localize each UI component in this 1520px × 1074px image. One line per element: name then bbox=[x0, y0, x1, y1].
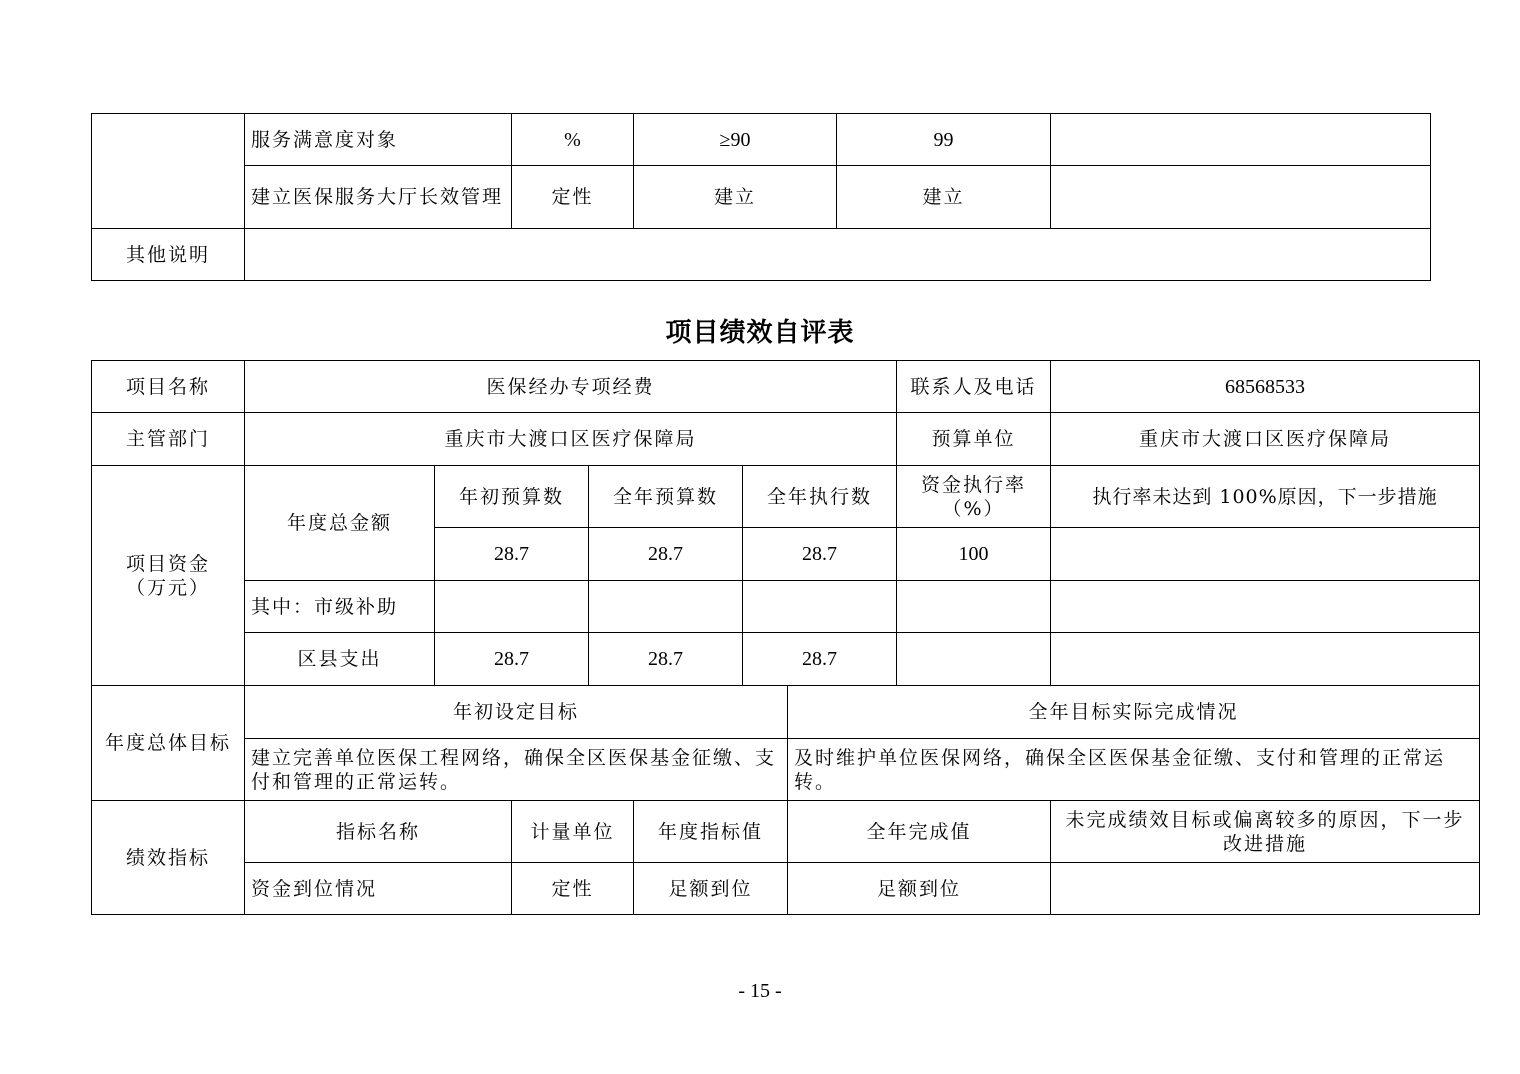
total-exec: 28.7 bbox=[743, 528, 897, 581]
indicator-unit: % bbox=[512, 114, 634, 166]
funds-label-text: 项目资金（万元） bbox=[125, 552, 210, 599]
table-row bbox=[92, 801, 1480, 863]
table-row bbox=[92, 114, 1431, 166]
other-notes-label: 其他说明 bbox=[92, 229, 245, 281]
indicator-reason bbox=[1051, 166, 1431, 229]
col-exec-reason: 执行率未达到 100%原因，下一步措施 bbox=[1051, 466, 1480, 528]
table-row bbox=[92, 633, 1480, 686]
total-amount-label: 年度总金额 bbox=[245, 466, 435, 581]
table-row bbox=[92, 466, 1480, 528]
goals-actual-header: 全年目标实际完成情况 bbox=[788, 686, 1480, 739]
city-initial bbox=[435, 581, 589, 633]
page-number: - 15 - bbox=[738, 980, 782, 1002]
indicator-name: 建立医保服务大厅长效管理 bbox=[245, 166, 512, 229]
table-row bbox=[92, 581, 1480, 633]
district-annual: 28.7 bbox=[589, 633, 743, 686]
indicator-name: 资金到位情况 bbox=[245, 863, 512, 915]
budget-unit-value: 重庆市大渡口区医疗保障局 bbox=[1051, 413, 1480, 466]
col-exec-rate-text: 资金执行率（%） bbox=[920, 473, 1026, 520]
col-indicator-unit: 计量单位 bbox=[512, 801, 634, 863]
indicator-actual: 99 bbox=[837, 114, 1051, 166]
total-reason bbox=[1051, 528, 1480, 581]
indicator-name: 服务满意度对象 bbox=[245, 114, 512, 166]
project-name-value: 医保经办专项经费 bbox=[245, 361, 897, 413]
indicator-reason bbox=[1051, 114, 1431, 166]
indicator-target: 足额到位 bbox=[634, 863, 788, 915]
total-initial: 28.7 bbox=[435, 528, 589, 581]
table-row bbox=[92, 413, 1480, 466]
total-rate: 100 bbox=[897, 528, 1051, 581]
city-exec bbox=[743, 581, 897, 633]
table-row bbox=[92, 166, 1431, 229]
blank-label-cell bbox=[92, 114, 245, 229]
col-indicator-target: 年度指标值 bbox=[634, 801, 788, 863]
indicator-target: ≥90 bbox=[634, 114, 837, 166]
indicator-target: 建立 bbox=[634, 166, 837, 229]
goals-actual-text: 及时维护单位医保网络，确保全区医保基金征缴、支付和管理的正常运转。 bbox=[788, 739, 1480, 801]
table-row bbox=[92, 229, 1431, 281]
budget-unit-label: 预算单位 bbox=[897, 413, 1051, 466]
project-name-label: 项目名称 bbox=[92, 361, 245, 413]
goals-set-text: 建立完善单位医保工程网络，确保全区医保基金征缴、支付和管理的正常运转。 bbox=[245, 739, 788, 801]
city-subsidy-label: 其中：市级补助 bbox=[245, 581, 435, 633]
table-row bbox=[92, 739, 1480, 801]
indicator-reason bbox=[1051, 863, 1480, 915]
indicator-actual: 建立 bbox=[837, 166, 1051, 229]
funds-label bbox=[92, 466, 245, 686]
contact-value: 68568533 bbox=[1051, 361, 1480, 413]
dept-value: 重庆市大渡口区医疗保障局 bbox=[245, 413, 897, 466]
city-rate bbox=[897, 581, 1051, 633]
table-row bbox=[92, 361, 1480, 413]
district-exec: 28.7 bbox=[743, 633, 897, 686]
col-indicator-actual: 全年完成值 bbox=[788, 801, 1051, 863]
indicators-label: 绩效指标 bbox=[92, 801, 245, 915]
indicator-unit: 定性 bbox=[512, 863, 634, 915]
col-annual-budget: 全年预算数 bbox=[589, 466, 743, 528]
district-reason bbox=[1051, 633, 1480, 686]
col-indicator-reason: 未完成绩效目标或偏离较多的原因，下一步改进措施 bbox=[1051, 801, 1480, 863]
goals-label: 年度总体目标 bbox=[92, 686, 245, 801]
contact-label: 联系人及电话 bbox=[897, 361, 1051, 413]
page-title: 项目绩效自评表 bbox=[665, 318, 855, 348]
district-rate bbox=[897, 633, 1051, 686]
table-row bbox=[92, 863, 1480, 915]
col-annual-exec: 全年执行数 bbox=[743, 466, 897, 528]
indicator-actual: 足额到位 bbox=[788, 863, 1051, 915]
district-label: 区县支出 bbox=[245, 633, 435, 686]
district-initial: 28.7 bbox=[435, 633, 589, 686]
col-indicator-name: 指标名称 bbox=[245, 801, 512, 863]
city-reason bbox=[1051, 581, 1480, 633]
dept-label: 主管部门 bbox=[92, 413, 245, 466]
col-initial-budget: 年初预算数 bbox=[435, 466, 589, 528]
table-row bbox=[92, 686, 1480, 739]
performance-self-evaluation-table bbox=[91, 360, 1480, 915]
indicator-unit: 定性 bbox=[512, 166, 634, 229]
total-annual: 28.7 bbox=[589, 528, 743, 581]
other-notes-value bbox=[245, 229, 1431, 281]
city-annual bbox=[589, 581, 743, 633]
col-exec-rate bbox=[897, 466, 1051, 528]
continued-indicator-table bbox=[91, 113, 1431, 281]
goals-set-header: 年初设定目标 bbox=[245, 686, 788, 739]
